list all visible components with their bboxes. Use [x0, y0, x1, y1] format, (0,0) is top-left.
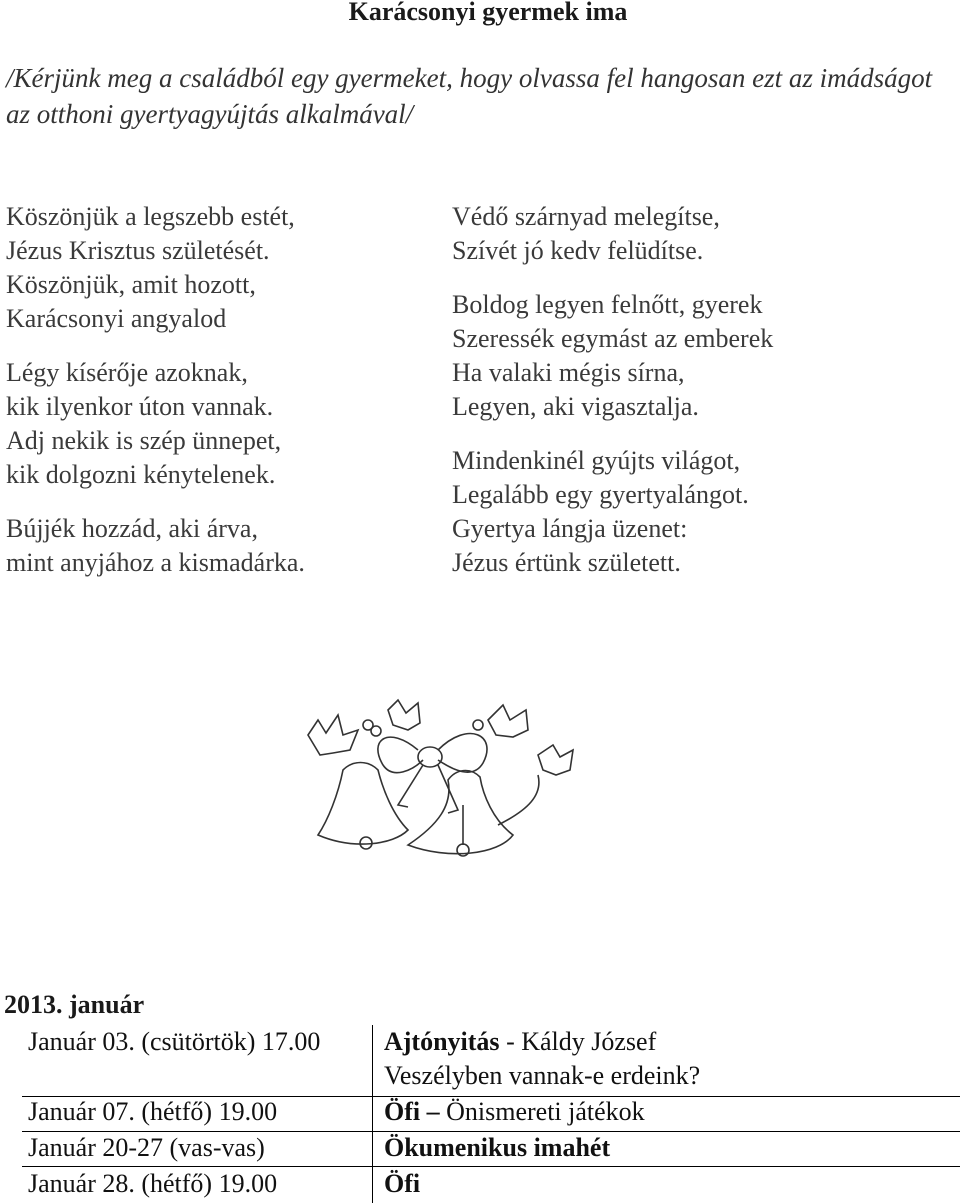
poem-line: Jézus értünk született.	[452, 548, 681, 577]
poem-line: Gyertya lángja üzenet:	[452, 514, 688, 543]
page-title: Karácsonyi gyermek ima	[348, 0, 628, 26]
event-subtitle: Veszélyben vannak-e erdeink?	[384, 1061, 701, 1090]
poem-line: Légy kísérője azoknak,	[6, 358, 248, 387]
poem-line: Mindenkinél gyújts világot,	[452, 446, 741, 475]
table-row	[0, 1167, 960, 1203]
poem-line: Legyen, aki vigasztalja.	[452, 392, 699, 421]
event-date: Január 03. (csütörtök) 17.00	[28, 1027, 321, 1056]
event-date: Január 07. (hétfő) 19.00	[28, 1097, 278, 1126]
poem-line: Védő szárnyad melegítse,	[452, 202, 720, 231]
table-row	[0, 1131, 960, 1167]
poem-line: Jézus Krisztus születését.	[6, 236, 270, 265]
poem-line: Bújjék hozzád, aki árva,	[6, 514, 258, 543]
poem-line: Köszönjük a legszebb estét,	[6, 202, 295, 231]
poem-line: kik dolgozni kénytelenek.	[6, 460, 276, 489]
poem-line: Köszönjük, amit hozott,	[6, 270, 256, 299]
christmas-bells-icon	[298, 695, 598, 860]
table-row	[0, 1025, 960, 1095]
table-divider	[372, 1025, 373, 1203]
event-title: Ökumenikus imahét	[384, 1133, 611, 1162]
poem-line: Szívét jó kedv felüdítse.	[452, 236, 704, 265]
poem-line: Adj nekik is szép ünnepet,	[6, 426, 282, 455]
poem-line: Legalább egy gyertyalángot.	[452, 480, 749, 509]
table-rule	[22, 1166, 960, 1167]
poem-right-column	[452, 200, 773, 580]
poem-line: mint anyjához a kismadárka.	[6, 548, 305, 577]
event-date: Január 28. (hétfő) 19.00	[28, 1169, 278, 1198]
event-title: Ajtónyitás - Káldy József	[384, 1027, 657, 1056]
schedule-table	[0, 1025, 960, 1203]
event-title: Öfi	[384, 1169, 421, 1198]
poem-line: Karácsonyi angyalod	[6, 304, 227, 333]
poem-line: Boldog legyen felnőtt, gyerek	[452, 290, 763, 319]
poem-line: kik ilyenkor úton vannak.	[6, 392, 274, 421]
event-date: Január 20-27 (vas-vas)	[28, 1133, 265, 1162]
table-rule	[22, 1131, 960, 1132]
event-title: Öfi – Önismereti játékok	[384, 1097, 645, 1126]
poem-line: Szeressék egymást az emberek	[452, 324, 774, 353]
intro-text: /Kérjünk meg a családból egy gyermeket, hogy olvassa fel hangosan ezt az imádságot az otthoni gyertyagyújtás alkalmával/	[6, 63, 933, 129]
table-rule	[22, 1096, 960, 1097]
poem-line: Ha valaki mégis sírna,	[452, 358, 685, 387]
schedule-month-heading: 2013. január	[4, 990, 145, 1019]
table-row	[0, 1095, 960, 1131]
poem-left-column	[6, 200, 305, 580]
